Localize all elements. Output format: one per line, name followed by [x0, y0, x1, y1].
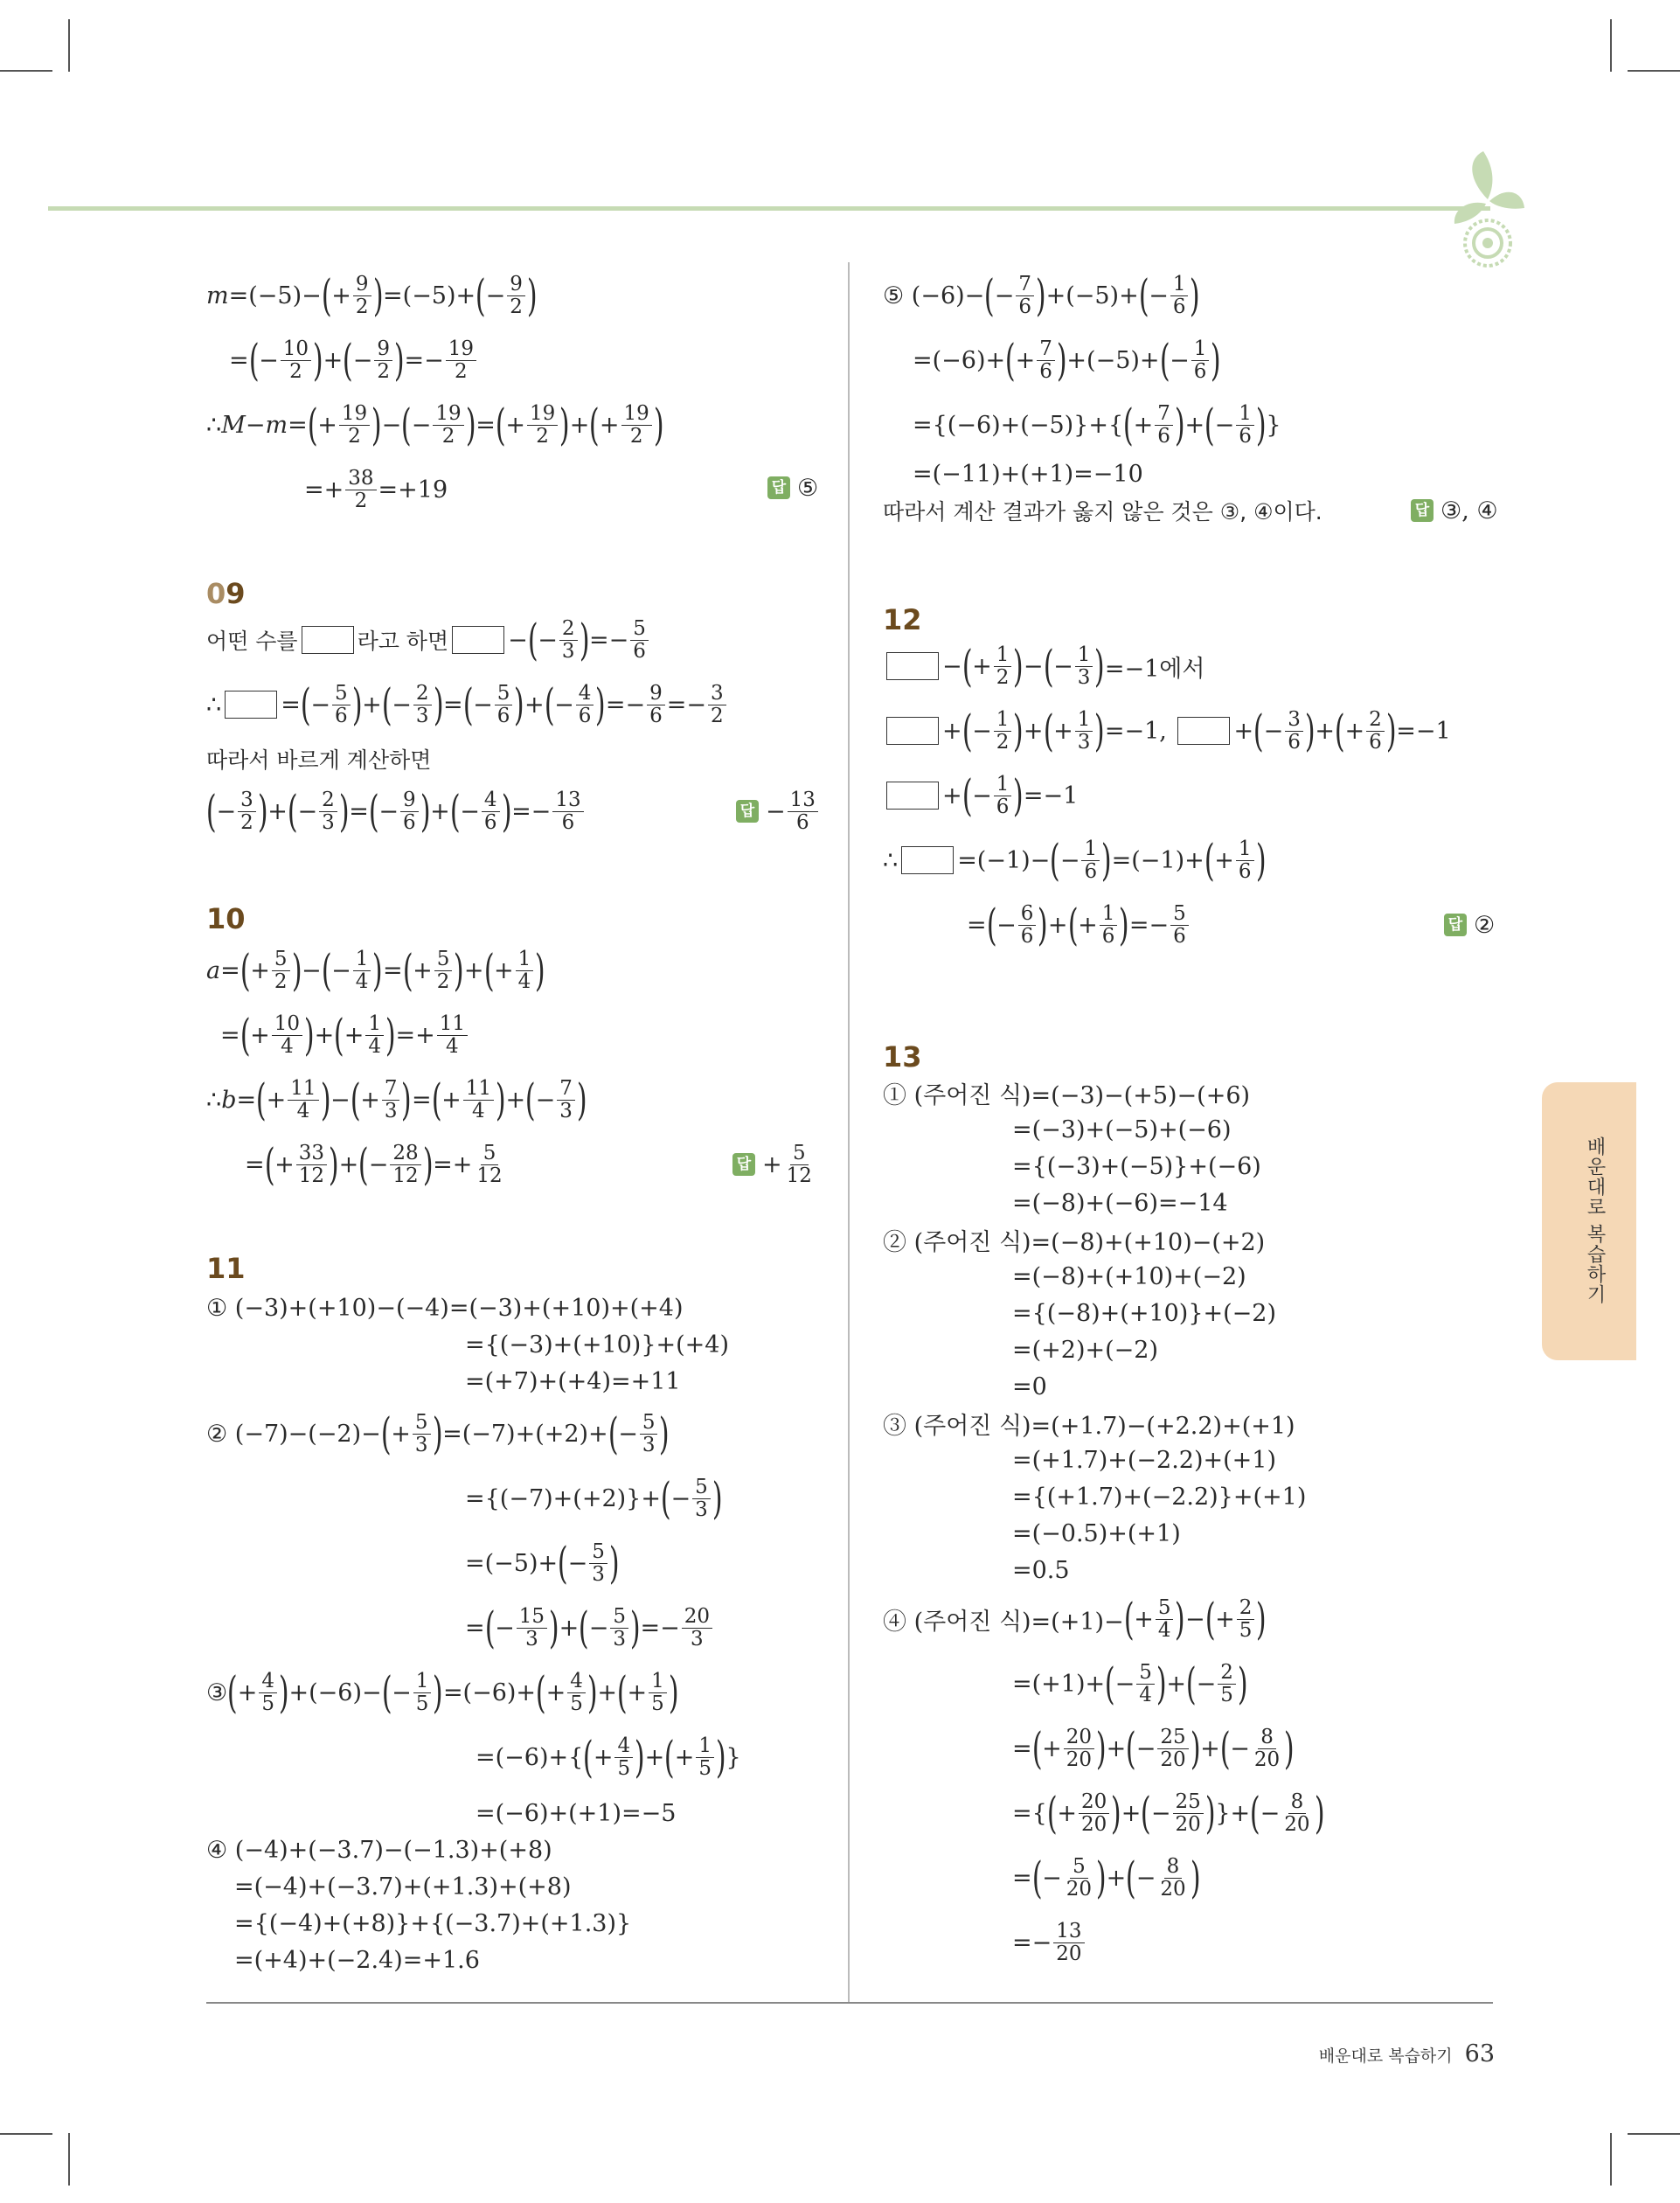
crop-mark: [1628, 70, 1680, 72]
equation-line: + ( − $\frac{1}{2}$ ) + ( + $\frac{1}{3}$ ) =−1, + ( − $\frac{3}{6}$ ) + ( + $\frac{2}{6}$ ) =−1: [883, 705, 1451, 757]
equation-line: =(−5)+ ( − $\frac{5}{3}$ ): [465, 1538, 620, 1588]
sprout-icon: [1444, 147, 1531, 269]
equation-line: = ( + $\frac{33}{12}$ ) + ( − $\frac{28}{12}$ ) =+ $\frac{5}{12}$: [245, 1139, 503, 1190]
equation-line: ={(−6)+(−5)}+{ ( + $\frac{7}{6}$ ) + ( − $\frac{1}{6}$ ) }: [913, 400, 1281, 450]
footer-rule: [206, 2002, 1493, 2004]
blank-box: [452, 626, 504, 654]
crop-mark: [0, 2133, 52, 2135]
equation-line: a = ( + $\frac{5}{2}$ ) − ( − $\frac{1}{4}$ ) = ( + $\frac{5}{2}$ ) + ( + $\frac{1}{4}$ ): [206, 945, 545, 996]
equation-line: = ( + $\frac{20}{20}$ ) + ( − $\frac{25}{20}$ ) + ( − $\frac{8}{20}$ ): [1012, 1723, 1295, 1774]
answer-badge: 답: [732, 1153, 755, 1176]
equation-line: = ( − $\frac{6}{6}$ ) + ( + $\frac{1}{6}$ ) =− $\frac{5}{6}$: [967, 899, 1191, 951]
equation-line: =(−0.5)+(+1): [1012, 1519, 1181, 1547]
equation-line: =(−6)+{ ( + $\frac{4}{5}$ ) + ( + $\frac{1}{5}$ ) }: [476, 1732, 741, 1783]
crop-mark: [68, 2133, 70, 2186]
equation-line: = ( − $\frac{15}{3}$ ) + ( − $\frac{5}{3}$ ) =− $\frac{20}{3}$: [465, 1602, 714, 1654]
equation-line: ① (주어진 식)=(−3)−(+5)−(+6): [883, 1081, 1251, 1109]
answer-badge: 답: [736, 800, 759, 823]
crop-mark: [1628, 2133, 1680, 2135]
equation-line: ③ (주어진 식)=(+1.7)−(+2.2)+(+1): [883, 1412, 1295, 1440]
equation-line: =(+2)+(−2): [1012, 1336, 1158, 1364]
equation-line: =(−3)+(−5)+(−6): [1012, 1115, 1232, 1143]
equation-line: =(+1.7)+(−2.2)+(+1): [1012, 1446, 1276, 1474]
blank-box: [1177, 717, 1230, 745]
answer-badge: 답: [1444, 914, 1467, 936]
header-rule: [48, 206, 1490, 211]
blank-box: [225, 691, 277, 719]
equation-line: m =(−5)− ( + $\frac{9}{2}$ ) =(−5)+ ( − $\frac{9}{2}$ ): [206, 270, 538, 321]
equation-line: ={(−3)+(−5)}+(−6): [1012, 1152, 1261, 1180]
equation-line: ={ ( + $\frac{20}{20}$ ) + ( − $\frac{25}{20}$ ) }+ ( − $\frac{8}{20}$ ): [1012, 1788, 1325, 1838]
equation-line: =0.5: [1012, 1556, 1070, 1584]
blank-box: [886, 652, 939, 680]
equation-line: 어떤 수를 라고 하면 − ( − $\frac{2}{3}$ ) =− $\frac{5}{6}$: [206, 614, 650, 666]
question-number: 12: [883, 603, 922, 636]
crop-mark: [1610, 19, 1612, 72]
explanation-text: 따라서 계산 결과가 옳지 않은 것은 ③, ④이다.: [883, 499, 1322, 525]
equation-line: =(−4)+(−3.7)+(+1.3)+(+8): [234, 1873, 572, 1901]
blank-box: [302, 626, 354, 654]
equation-line: ⑤ (−6)− ( − $\frac{7}{6}$ ) +(−5)+ ( − $\frac{1}{6}$ ): [883, 270, 1201, 321]
equation-line: = ( − $\frac{10}{2}$ ) + ( − $\frac{9}{2}$ ) =− $\frac{19}{2}$: [229, 334, 478, 386]
equation-line: =− $\frac{13}{20}$: [1012, 1916, 1086, 1969]
explanation-text: 따라서 바르게 계산하면: [206, 747, 432, 773]
running-title: 배운대로 복습하기: [1318, 2047, 1453, 2066]
column-divider: [848, 262, 850, 2002]
answer-label: 답 ②: [1444, 899, 1495, 951]
equation-line: =(+1)+ ( − $\frac{5}{4}$ ) + ( − $\frac{2}{5}$ ): [1012, 1658, 1248, 1709]
equation-line: ={(−7)+(+2)}+ ( − $\frac{5}{3}$ ): [465, 1473, 723, 1524]
blank-box: [886, 782, 939, 810]
equation-line: =(−8)+(−6)=−14: [1012, 1189, 1228, 1217]
blank-box: [886, 717, 939, 745]
equation-line: = ( − $\frac{5}{20}$ ) + ( − $\frac{8}{20}$ ): [1012, 1852, 1201, 1903]
equation-line: ∴ M − m = ( + $\frac{19}{2}$ ) − ( − $\frac{19}{2}$ ) = ( + $\frac{19}{2}$ ) + ( + $\frac{19}{2}$ ): [206, 400, 664, 450]
page-number: 63: [1464, 2040, 1495, 2067]
question-number: 09: [206, 577, 246, 610]
equation-line: ② (−7)−(−2)− ( + $\frac{5}{3}$ ) =(−7)+(+2)+ ( − $\frac{5}{3}$ ): [206, 1408, 670, 1459]
side-tab-label: 배운대로 복습하기: [1584, 1136, 1606, 1304]
equation-line: + ( − $\frac{1}{6}$ ) =−1: [883, 769, 1078, 822]
equation-line: ∴ = ( − $\frac{5}{6}$ ) + ( − $\frac{2}{3}$ ) = ( − $\frac{5}{6}$ ) + ( − $\frac{4}{6}$ ) =− $\frac{9}{6}$ =− $\frac{3}{2}$: [206, 678, 728, 731]
page-footer: [1319, 2040, 1495, 2067]
equation-line: =(+7)+(+4)=+11: [465, 1367, 681, 1395]
equation-line: − ( + $\frac{1}{2}$ ) − ( − $\frac{1}{3}$ ) =−1에서: [883, 640, 1204, 692]
crop-mark: [1610, 2133, 1612, 2186]
equation-line: =(+4)+(−2.4)=+1.6: [234, 1946, 480, 1974]
equation-line: ③ ( + $\frac{4}{5}$ ) +(−6)− ( − $\frac{1}{5}$ ) =(−6)+ ( + $\frac{4}{5}$ ) + ( + $\frac{1}{5}$ ): [206, 1667, 679, 1718]
equation-line: = ( + $\frac{10}{4}$ ) + ( + $\frac{1}{4}$ ) =+ $\frac{11}{4}$: [220, 1009, 469, 1061]
equation-line: ④ (주어진 식)=(+1)− ( + $\frac{5}{4}$ ) − ( + $\frac{2}{5}$ ): [883, 1594, 1267, 1644]
crop-mark: [68, 19, 70, 72]
equation-line: ② (주어진 식)=(−8)+(+10)−(+2): [883, 1228, 1266, 1256]
equation-line: ∴ b = ( + $\frac{11}{4}$ ) − ( + $\frac{7}{3}$ ) = ( + $\frac{11}{4}$ ) + ( − $\frac{7}{3}$ ): [206, 1074, 587, 1125]
equation-line: =(−8)+(+10)+(−2): [1012, 1262, 1246, 1290]
equation-line: =(−6)+(+1)=−5: [476, 1799, 677, 1827]
equation-line: ④ (−4)+(−3.7)−(−1.3)+(+8): [206, 1836, 552, 1864]
equation-line: ={(−3)+(+10)}+(+4): [465, 1331, 730, 1359]
equation-line: =+ $\frac{38}{2}$ =+19: [304, 467, 448, 512]
question-number: 10: [206, 902, 246, 935]
question-number: 13: [883, 1040, 922, 1074]
equation-line: =0: [1012, 1373, 1047, 1400]
answer-badge: 답: [1411, 499, 1434, 522]
blank-box: [901, 846, 954, 874]
equation-line: ∴ =(−1)− ( − $\frac{1}{6}$ ) =(−1)+ ( + $\frac{1}{6}$ ): [883, 835, 1267, 886]
crop-mark: [0, 70, 52, 72]
equation-line: ① (−3)+(+10)−(−4)=(−3)+(+10)+(+4): [206, 1294, 684, 1322]
equation-line: =(−6)+ ( + $\frac{7}{6}$ ) +(−5)+ ( − $\frac{1}{6}$ ): [913, 335, 1221, 386]
question-number: 11: [206, 1252, 246, 1285]
equation-line: ( − $\frac{3}{2}$ ) + ( − $\frac{2}{3}$ ) = ( − $\frac{9}{6}$ ) + ( − $\frac{4}{6}$ ) =− $\frac{13}{6}$: [206, 785, 586, 837]
answer-badge: 답: [767, 476, 790, 499]
equation-line: ={(+1.7)+(−2.2)}+(+1): [1012, 1483, 1307, 1511]
answer-label: 답 − $\frac{13}{6}$: [736, 785, 820, 837]
equation-line: =(−11)+(+1)=−10: [913, 460, 1143, 488]
answer-label: 답 + $\frac{5}{12}$: [732, 1138, 816, 1191]
equation-line: ={(−8)+(+10)}+(−2): [1012, 1299, 1277, 1327]
answer-label: 답 ⑤: [767, 462, 818, 514]
equation-line: ={(−4)+(+8)}+{(−3.7)+(+1.3)}: [234, 1909, 632, 1937]
answer-label: 답 ③, ④: [1411, 484, 1498, 537]
